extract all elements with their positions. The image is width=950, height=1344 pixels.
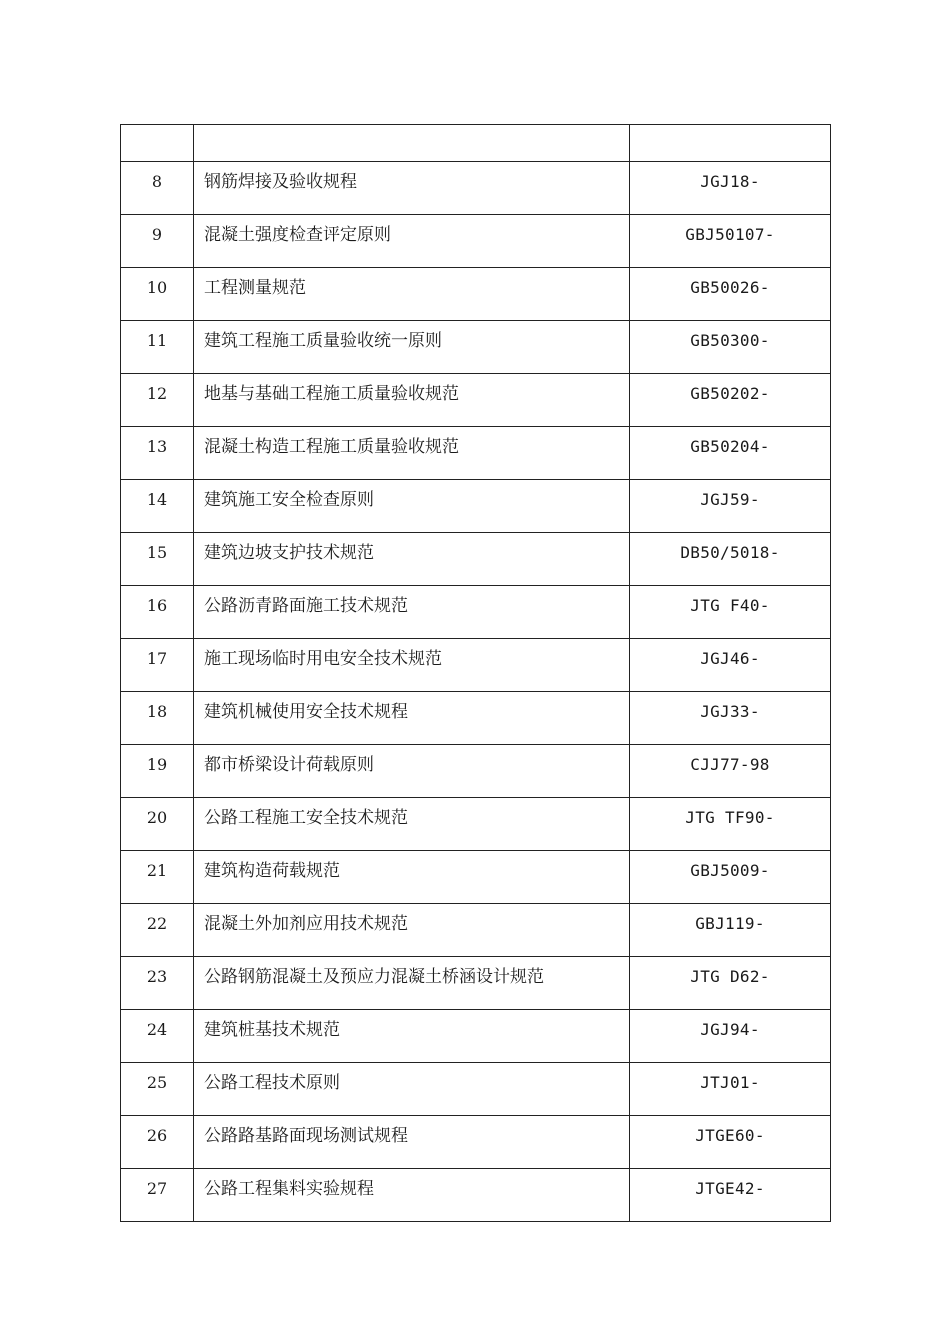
standard-name-cell: 公路钢筋混凝土及预应力混凝土桥涵设计规范 [194,957,630,1010]
standard-code-cell: DB50/5018- [630,533,831,586]
standard-code-cell: JGJ18- [630,162,831,215]
table-row [121,374,831,427]
row-number-cell: 15 [121,533,194,586]
standard-code-cell: GB50026- [630,268,831,321]
standard-name-cell: 建筑施工安全检查原则 [194,480,630,533]
standard-name-cell: 公路沥青路面施工技术规范 [194,586,630,639]
standard-code-cell: GBJ119- [630,904,831,957]
table-row [121,798,831,851]
standard-name-cell: 混凝土强度检查评定原则 [194,215,630,268]
table-row [121,1169,831,1222]
table-row [121,215,831,268]
standard-code-cell: JTG F40- [630,586,831,639]
standard-name-cell: 公路工程集料实验规程 [194,1169,630,1222]
standard-name-cell: 混凝土外加剂应用技术规范 [194,904,630,957]
row-number-cell: 24 [121,1010,194,1063]
standard-name-cell: 建筑构造荷载规范 [194,851,630,904]
standard-name-cell: 公路工程技术原则 [194,1063,630,1116]
row-number-cell: 12 [121,374,194,427]
row-number-cell: 22 [121,904,194,957]
standard-name-cell: 都市桥梁设计荷载原则 [194,745,630,798]
row-number-cell: 25 [121,1063,194,1116]
standards-table-body [121,125,831,1222]
standard-code-cell: JTJ01- [630,1063,831,1116]
row-number-cell: 26 [121,1116,194,1169]
standard-name-cell: 建筑机械使用安全技术规程 [194,692,630,745]
table-row [121,533,831,586]
row-number-cell: 8 [121,162,194,215]
header-cell-code [630,125,831,162]
standard-code-cell: GBJ5009- [630,851,831,904]
table-row [121,692,831,745]
standard-code-cell: JTG TF90- [630,798,831,851]
table-row [121,639,831,692]
row-number-cell: 13 [121,427,194,480]
standard-code-cell: JTGE60- [630,1116,831,1169]
table-row [121,1010,831,1063]
standard-code-cell: JTGE42- [630,1169,831,1222]
standard-name-cell: 钢筋焊接及验收规程 [194,162,630,215]
row-number-cell: 27 [121,1169,194,1222]
standard-code-cell: GB50300- [630,321,831,374]
table-row [121,268,831,321]
standard-code-cell: JTG D62- [630,957,831,1010]
table-header-row [121,125,831,162]
row-number-cell: 23 [121,957,194,1010]
standard-name-cell: 公路路基路面现场测试规程 [194,1116,630,1169]
row-number-cell: 10 [121,268,194,321]
row-number-cell: 11 [121,321,194,374]
table-row [121,1063,831,1116]
standard-name-cell: 施工现场临时用电安全技术规范 [194,639,630,692]
standard-code-cell: GB50202- [630,374,831,427]
standard-code-cell: JGJ59- [630,480,831,533]
header-cell-name [194,125,630,162]
row-number-cell: 9 [121,215,194,268]
standard-code-cell: GB50204- [630,427,831,480]
standard-code-cell: JGJ33- [630,692,831,745]
row-number-cell: 20 [121,798,194,851]
standard-name-cell: 建筑工程施工质量验收统一原则 [194,321,630,374]
standard-code-cell: JGJ94- [630,1010,831,1063]
table-row [121,427,831,480]
standard-name-cell: 工程测量规范 [194,268,630,321]
standard-code-cell: GBJ50107- [630,215,831,268]
row-number-cell: 21 [121,851,194,904]
table-row [121,586,831,639]
row-number-cell: 16 [121,586,194,639]
row-number-cell: 18 [121,692,194,745]
header-cell-number [121,125,194,162]
standard-code-cell: CJJ77-98 [630,745,831,798]
table-row [121,904,831,957]
standards-table [120,124,831,1222]
standard-name-cell: 建筑桩基技术规范 [194,1010,630,1063]
table-row [121,1116,831,1169]
standard-code-cell: JGJ46- [630,639,831,692]
table-row [121,745,831,798]
standard-name-cell: 公路工程施工安全技术规范 [194,798,630,851]
table-row [121,851,831,904]
table-row [121,162,831,215]
row-number-cell: 17 [121,639,194,692]
standard-name-cell: 建筑边坡支护技术规范 [194,533,630,586]
table-row [121,957,831,1010]
row-number-cell: 19 [121,745,194,798]
standard-name-cell: 混凝土构造工程施工质量验收规范 [194,427,630,480]
table-row [121,321,831,374]
table-row [121,480,831,533]
standard-name-cell: 地基与基础工程施工质量验收规范 [194,374,630,427]
row-number-cell: 14 [121,480,194,533]
